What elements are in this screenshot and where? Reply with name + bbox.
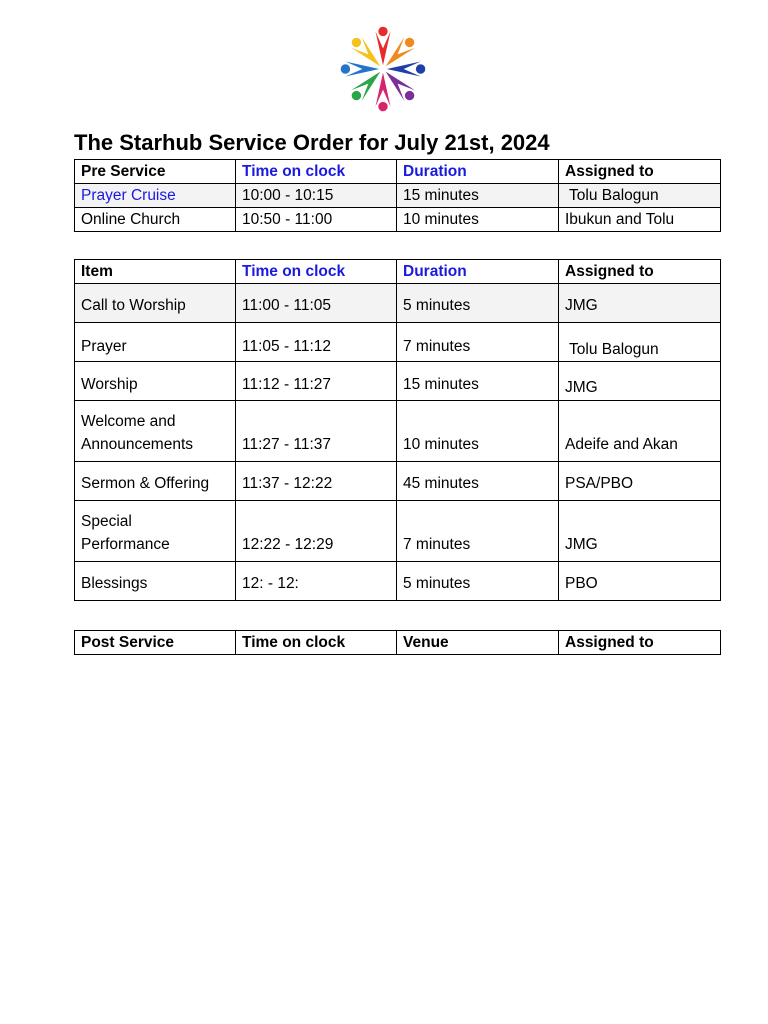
table-cell: 11:00 - 11:05 [236, 284, 397, 323]
table-cell: Sermon & Offering [75, 462, 236, 501]
table-cell: 11:27 - 11:37 [236, 401, 397, 462]
table-cell: 45 minutes [397, 462, 559, 501]
table-cell: 11:37 - 12:22 [236, 462, 397, 501]
table-row [75, 323, 721, 362]
table-row [75, 462, 721, 501]
table-row [75, 401, 721, 462]
header-cell: Pre Service [75, 160, 236, 184]
table-row [75, 208, 721, 232]
table-cell: Adeife and Akan [559, 401, 721, 462]
page-title: The Starhub Service Order for July 21st, 2024 [74, 130, 550, 155]
header-cell: Time on clock [236, 260, 397, 284]
table-row [75, 562, 721, 601]
table-cell: 11:12 - 11:27 [236, 362, 397, 401]
table-cell: 7 minutes [397, 501, 559, 562]
table-cell: Worship [75, 362, 236, 401]
table-cell: 10:50 - 11:00 [236, 208, 397, 232]
table-cell: 5 minutes [397, 284, 559, 323]
table-cell: 5 minutes [397, 562, 559, 601]
service-order-table [74, 259, 721, 601]
header-cell: Duration [397, 260, 559, 284]
header-cell: Time on clock [236, 631, 397, 655]
table-row [75, 184, 721, 208]
star-people-logo-icon [334, 22, 432, 116]
table-row [75, 501, 721, 562]
table-cell: Tolu Balogun [559, 323, 721, 362]
table-cell: Blessings [75, 562, 236, 601]
table-cell: 15 minutes [397, 184, 559, 208]
table-cell: 12:22 - 12:29 [236, 501, 397, 562]
table-cell: Ibukun and Tolu [559, 208, 721, 232]
table-cell: Tolu Balogun [559, 184, 721, 208]
header-cell: Assigned to [559, 160, 721, 184]
table-cell: Welcome and Announcements [75, 401, 236, 462]
table-cell: 10 minutes [397, 401, 559, 462]
post-service-table [74, 630, 721, 655]
table-cell: PSA/PBO [559, 462, 721, 501]
table-row [75, 284, 721, 323]
table-row [75, 362, 721, 401]
table-header-row [75, 631, 721, 655]
table-cell: Call to Worship [75, 284, 236, 323]
header-cell: Item [75, 260, 236, 284]
table-cell: PBO [559, 562, 721, 601]
table-cell: 12: - 12: [236, 562, 397, 601]
table-cell: Prayer [75, 323, 236, 362]
table-header-row [75, 260, 721, 284]
header-cell: Venue [397, 631, 559, 655]
header-cell: Assigned to [559, 631, 721, 655]
table-cell: 10:00 - 10:15 [236, 184, 397, 208]
table-cell: 10 minutes [397, 208, 559, 232]
header-cell: Post Service [75, 631, 236, 655]
table-cell: 15 minutes [397, 362, 559, 401]
table-cell: Online Church [75, 208, 236, 232]
table-cell: JMG [559, 501, 721, 562]
table-cell: 11:05 - 11:12 [236, 323, 397, 362]
prayer-cruise-link[interactable]: Prayer Cruise [75, 184, 236, 208]
header-cell: Time on clock [236, 160, 397, 184]
table-cell: Special Performance [75, 501, 236, 562]
header-cell: Duration [397, 160, 559, 184]
table-cell: 7 minutes [397, 323, 559, 362]
table-cell: JMG [559, 362, 721, 401]
header-cell: Assigned to [559, 260, 721, 284]
pre-service-table [74, 159, 721, 232]
table-cell: JMG [559, 284, 721, 323]
table-header-row [75, 160, 721, 184]
